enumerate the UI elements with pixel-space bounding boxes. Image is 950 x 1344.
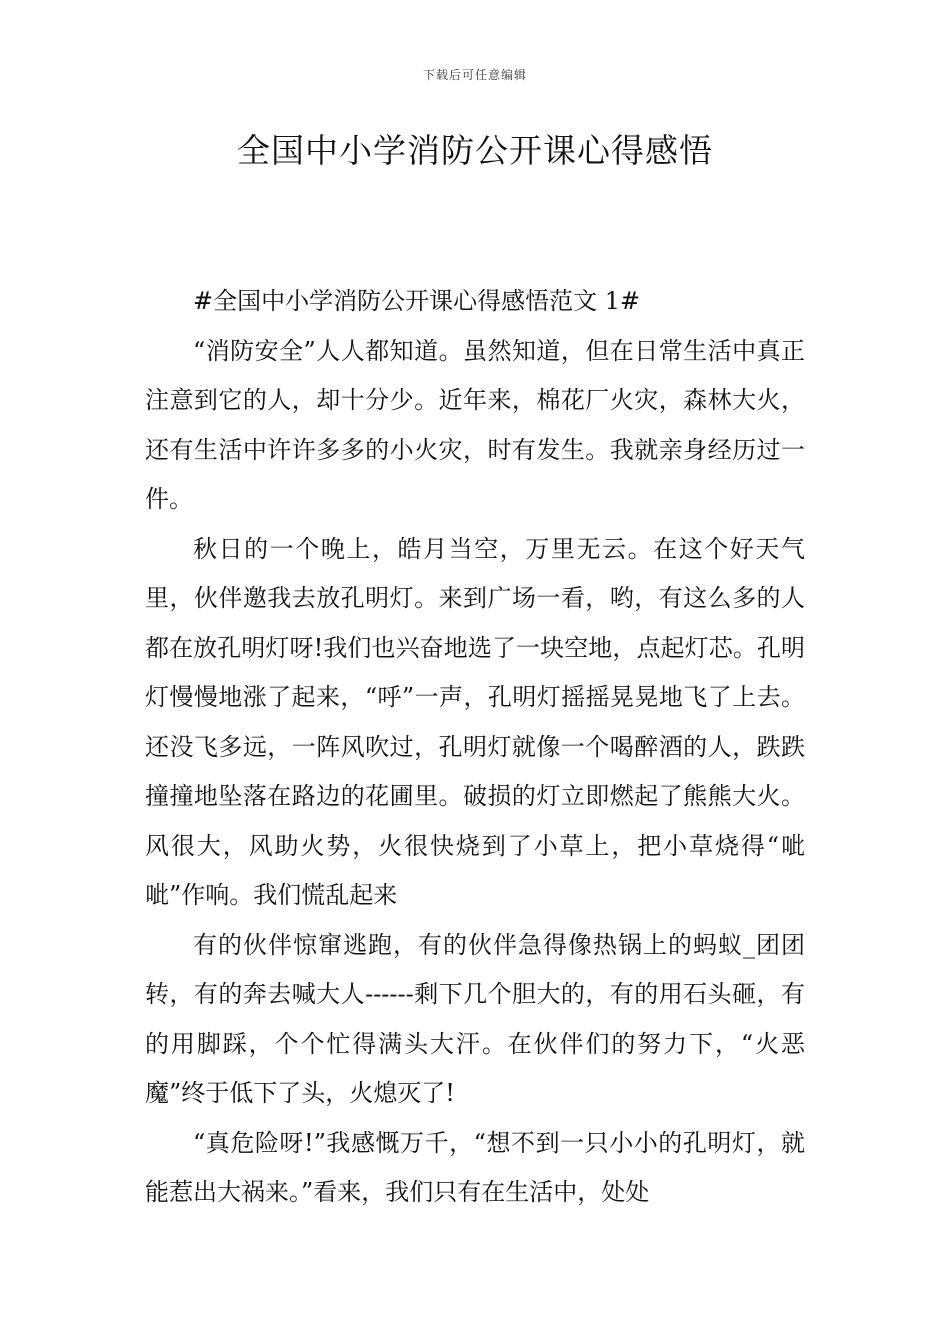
paragraph-4: “真危险呀!”我感慨万千，“想不到一只小小的孔明灯，就能惹出大祸来。”看来，我们只有在生活中，处处 bbox=[145, 1128, 805, 1206]
paragraph-1: “消防安全”人人都知道。虽然知道，但在日常生活中真正注意到它的人，却十分少。近年来，棉花厂火灾，森林大火，还有生活中许许多多的小火灾，时有发生。我就亲身经历过一件。 bbox=[145, 336, 805, 513]
paragraph-2: 秋日的一个晚上，皓月当空，万里无云。在这个好天气里，伙伴邀我去放孔明灯。来到广场一看，哟，有这么多的人都在放孔明灯呀!我们也兴奋地选了一块空地，点起灯芯。孔明灯慢慢地涨了起来，“呼”一声，孔明灯摇摇晃晃地飞了上去。还没飞多远，一阵风吹过，孔明灯就像一个喝醉酒的人，跌跌撞撞地坠落在路边的花圃里。破损的灯立即燃起了熊熊大火。风很大，风助火势，火很快烧到了小草上，把小草烧得“呲呲”作响。我们慌乱起来 bbox=[145, 534, 805, 909]
document-title: 全国中小学消防公开课心得感悟 bbox=[237, 131, 713, 170]
section-heading: #全国中小学消防公开课心得感悟范文 1# bbox=[193, 287, 641, 315]
header-note: 下载后可任意编辑 bbox=[422, 68, 527, 82]
document-body bbox=[145, 277, 805, 1218]
paragraph-3: 有的伙伴惊窜逃跑，有的伙伴急得像热锅上的蚂蚁_团团转，有的奔去喊大人------剩下几个胆大的，有的用石头砸，有的用脚踩，个个忙得满头大汗。在伙伴们的努力下，“火恶魔”终于低下了头，火熄灭了! bbox=[145, 930, 805, 1107]
